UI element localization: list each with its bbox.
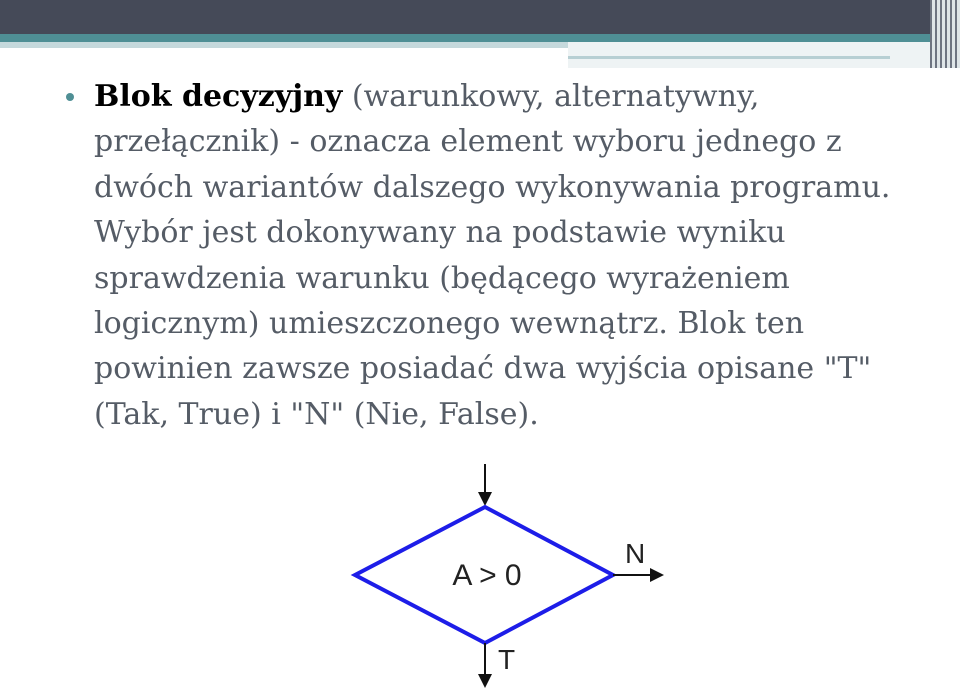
yes-exit-arrow-head-icon [478, 674, 492, 688]
bullet-dot-icon [66, 93, 74, 101]
header-band-dark [0, 0, 960, 34]
bullet-text: (warunkowy, alternatywny, przełącznik) - oznacza element wyboru jednego z dwóch wariantów dalszego wykonywania programu. Wybór jest dokonywany na podstawie wyniku sprawdzenia warunku (będącego wyrażeniem logicznym) umieszczonego wewnątrz. Blok ten powinien zawsze posiadać dwa wyjścia opisane "T" (Tak, True) i "N" (Nie, False). [94, 79, 891, 432]
no-exit-label: N [625, 538, 646, 569]
header-tab [568, 42, 960, 68]
yes-exit-label: T [498, 644, 516, 675]
condition-label: A > 0 [452, 559, 522, 592]
header-stripes [930, 0, 960, 68]
decision-block-diagram [330, 462, 680, 689]
bullet-term: Blok decyzyjny [94, 79, 343, 114]
slide-content [66, 74, 906, 437]
header-band-teal [0, 34, 960, 42]
bullet-item [66, 74, 906, 437]
no-exit-arrow-head-icon [650, 568, 664, 582]
header-tab-line [568, 56, 890, 59]
input-arrow-head-icon [478, 492, 492, 506]
